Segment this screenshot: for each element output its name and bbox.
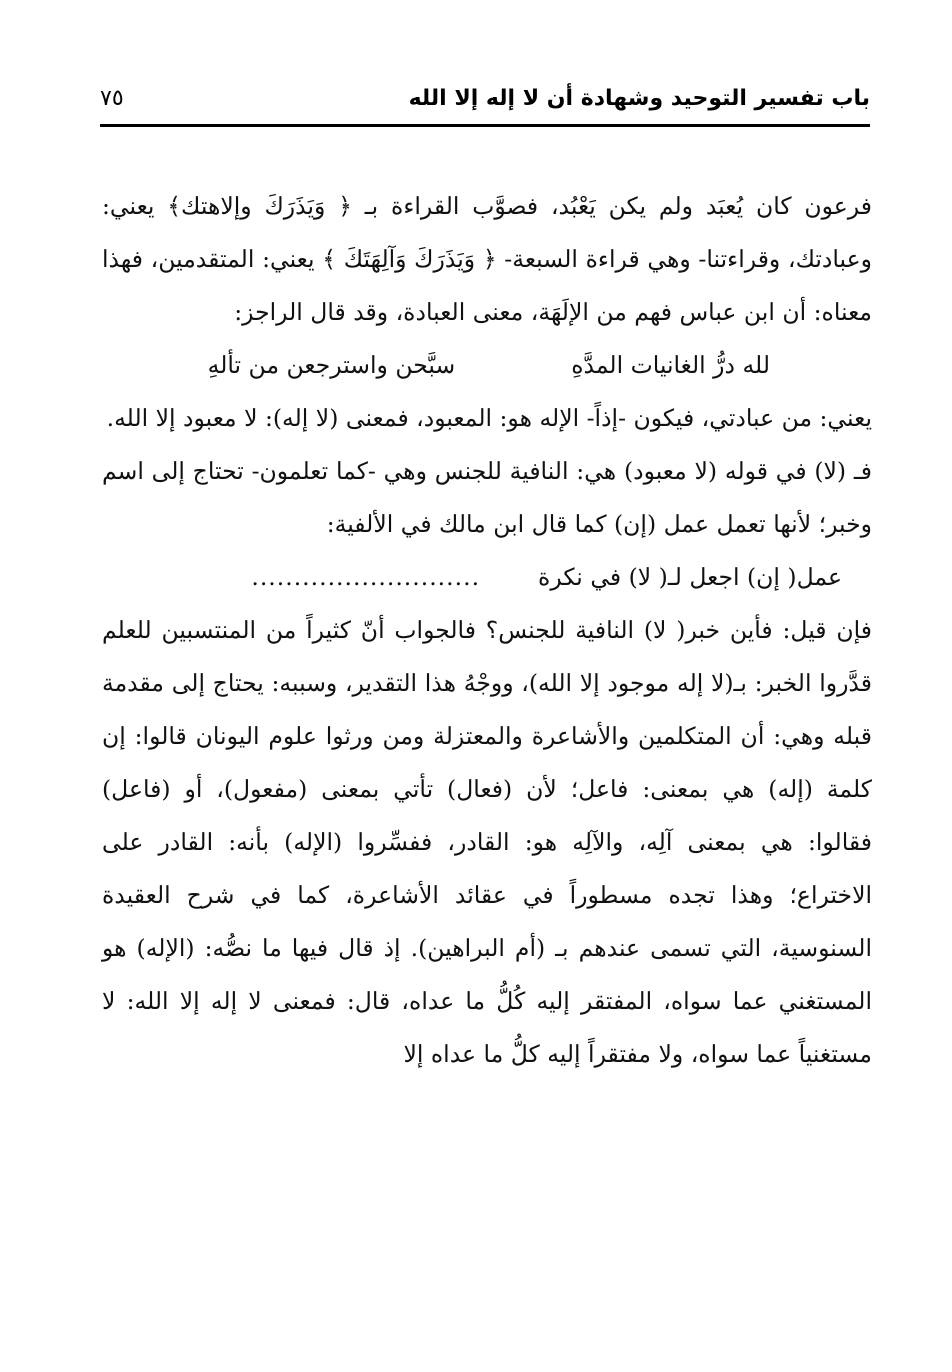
paragraph: يعني: من عبادتي، فيكون -إذاً- الإله هو: المعبود، فمعنى (لا إله): لا معبود إلا الله. xyxy=(106,404,872,432)
page-body xyxy=(102,180,872,1081)
running-title: باب تفسير التوحيد وشهادة أن لا إله إلا الله xyxy=(408,86,870,111)
header-rule xyxy=(100,124,870,127)
paragraph: فـ (لا) في قوله (لا معبود) هي: النافية للجنس وهي -كما تعلمون- تحتاج إلى اسم وخبر؛ لأنها تعمل عمل (إن) كما قال ابن مالك في الألفية: xyxy=(102,457,872,538)
poem-verse xyxy=(102,339,872,392)
paragraph: فإن قيل: فأين خبر( لا) النافية للجنس؟ فالجواب أنّ كثيراً من المنتسبين للعلم قدَّروا الخبر: بـ(لا إله موجود إلا الله)، ووجْهُ هذا التقدير، وسببه: يحتاج إلى مقدمة قبله وهي: أن المتكلمين والأشاعرة والمعتزلة ومن ورثوا علوم اليونان قالوا: إن كلمة (إله) هي بمعنى: فاعل؛ لأن (فعال) تأتي بمعنى (مفعول)، أو (فاعل) فقالوا: هي بمعنى آلِه، والآلِه هو: القادر، ففسِّروا (الإله) بأنه: القادر على الاختراع؛ وهذا تجده مسطوراً في عقائد الأشاعرة، كما في شرح العقيدة السنوسية، التي تسمى عندهم بـ (أم البراهين). إذ قال فيها ما نصُّه: (الإله) هو المستغني عما سواه، المفتقر إليه كُلُّ ما عداه، قال: فمعنى لا إله إلا الله: لا مستغنياً عما سواه، ولا مفتقراً إليه كلُّ ما عداه إلا xyxy=(102,616,872,1068)
verse-second-hemistich: سبَّحن واسترجعن من تألهِ xyxy=(207,351,456,379)
verse-second-hemistich: ........................... xyxy=(251,563,481,591)
verse-first-hemistich: لله درُّ الغانيات المدَّهِ xyxy=(571,351,770,379)
page-header xyxy=(100,86,870,120)
page-number: ٧٥ xyxy=(100,86,124,111)
poem-verse xyxy=(102,551,872,604)
verse-first-hemistich: عمل( إن) اجعل لـ( لا) في نكرة xyxy=(538,563,842,591)
paragraph: فرعون كان يُعبَد ولم يكن يَعْبُد، فصوَّب القراءة بـ ﴿ وَيَذَرَكَ وإلاهتك﴾ يعني: وعبادتك، وقراءتنا- وهي قراءة السبعة- ﴿ وَيَذَرَكَ وَآلِهَتَكَ ﴾ يعني: المتقدمين، فهذا معناه: أن ابن عباس فهم من الإلَهَة، معنى العبادة، وقد قال الراجز: xyxy=(102,192,872,326)
